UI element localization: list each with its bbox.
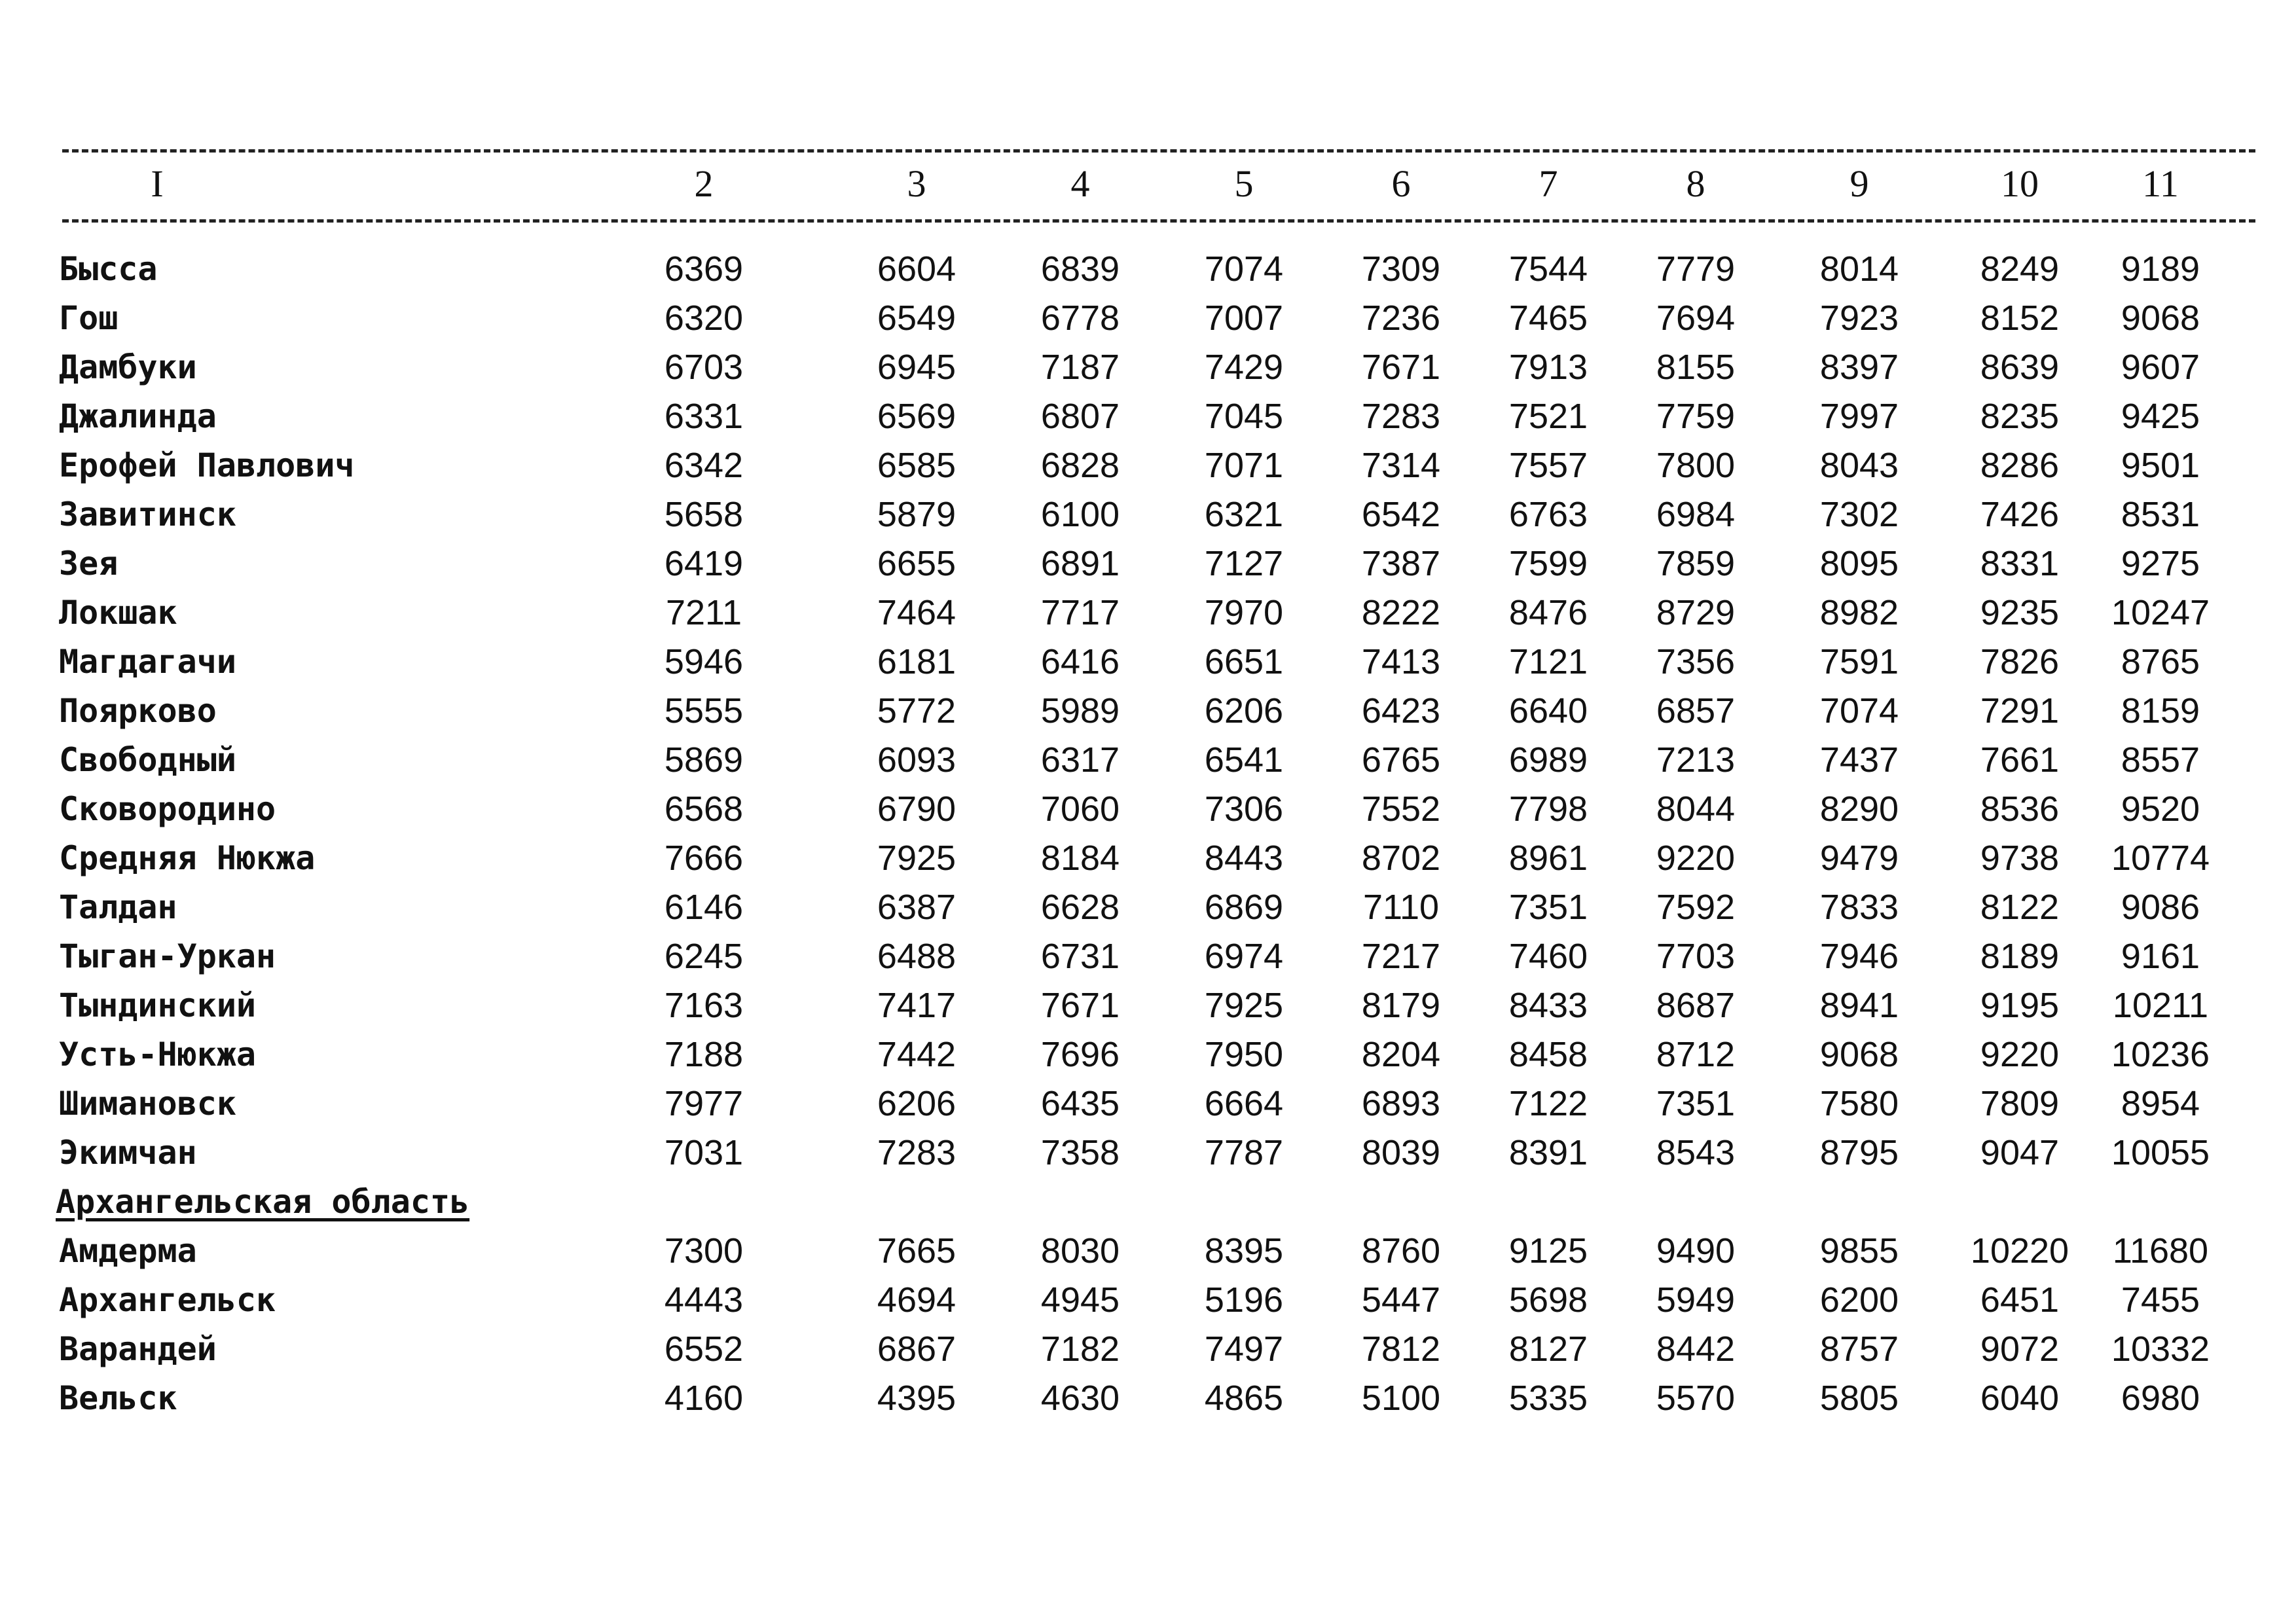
table-cell: 7800 xyxy=(1656,446,1736,485)
table-cell: 8286 xyxy=(1980,446,2060,485)
table-cell: 7591 xyxy=(1819,642,1899,681)
table-cell: 7031 xyxy=(664,1133,744,1172)
table-cell: 9607 xyxy=(2121,348,2200,387)
table-cell: 7552 xyxy=(1361,789,1441,829)
table-cell: 8543 xyxy=(1656,1133,1736,1172)
row-name: Магдагачи xyxy=(59,643,236,681)
row-name: Сковородино xyxy=(59,790,276,828)
column-header: I xyxy=(151,162,164,205)
table-cell: 8249 xyxy=(1980,249,2060,289)
table-cell: 5772 xyxy=(877,691,957,731)
table-cell: 8760 xyxy=(1361,1231,1441,1271)
table-cell: 7661 xyxy=(1980,740,2060,780)
table-cell: 4395 xyxy=(877,1379,957,1418)
table-row xyxy=(0,1276,2296,1324)
table-cell: 9068 xyxy=(2121,298,2200,338)
table-cell: 6980 xyxy=(2121,1379,2200,1418)
column-header: 2 xyxy=(694,162,714,205)
table-cell: 7217 xyxy=(1361,937,1441,976)
table-cell: 10055 xyxy=(2111,1133,2210,1172)
table-cell: 8222 xyxy=(1361,593,1441,632)
table-cell: 9220 xyxy=(1656,839,1736,878)
table-cell: 6778 xyxy=(1040,298,1120,338)
table-cell: 7121 xyxy=(1508,642,1588,681)
table-cell: 9520 xyxy=(2121,789,2200,829)
table-cell: 7127 xyxy=(1204,544,1284,583)
table-cell: 6206 xyxy=(1204,691,1284,731)
table-cell: 8122 xyxy=(1980,888,2060,927)
table-cell: 4865 xyxy=(1204,1379,1284,1418)
table-cell: 9086 xyxy=(2121,888,2200,927)
table-cell: 8184 xyxy=(1040,839,1120,878)
row-name: Тыган-Уркан xyxy=(59,937,276,975)
table-row xyxy=(0,442,2296,489)
header-top-rule xyxy=(62,149,2255,153)
table-cell: 6100 xyxy=(1040,495,1120,534)
table-cell: 9161 xyxy=(2121,937,2200,976)
table-cell: 8179 xyxy=(1361,986,1441,1025)
table-cell: 7182 xyxy=(1040,1329,1120,1369)
table-cell: 5869 xyxy=(664,740,744,780)
table-cell: 6331 xyxy=(664,397,744,436)
row-name: Джалинда xyxy=(59,397,217,435)
table-cell: 6419 xyxy=(664,544,744,583)
table-cell: 7464 xyxy=(877,593,957,632)
table-cell: 10211 xyxy=(2112,986,2209,1025)
table-cell: 8729 xyxy=(1656,593,1736,632)
table-cell: 7110 xyxy=(1362,888,1440,927)
table-cell: 6604 xyxy=(877,249,957,289)
column-header: 4 xyxy=(1070,162,1090,205)
table-cell: 8954 xyxy=(2121,1084,2200,1123)
table-cell: 7666 xyxy=(664,839,744,878)
table-cell: 7291 xyxy=(1980,691,2060,731)
table-row xyxy=(0,835,2296,882)
table-cell: 11680 xyxy=(2112,1231,2209,1271)
table-cell: 6542 xyxy=(1361,495,1441,534)
table-cell: 7779 xyxy=(1656,249,1736,289)
table-row xyxy=(0,1326,2296,1373)
table-cell: 10774 xyxy=(2111,839,2210,878)
table-cell: 7703 xyxy=(1656,937,1736,976)
header-bottom-rule xyxy=(62,219,2255,223)
column-header: 6 xyxy=(1391,162,1411,205)
table-cell: 7997 xyxy=(1819,397,1899,436)
table-cell: 10247 xyxy=(2111,593,2210,632)
table-cell: 5555 xyxy=(664,691,744,731)
table-cell: 6317 xyxy=(1040,740,1120,780)
table-cell: 8043 xyxy=(1819,446,1899,485)
row-name: Шимановск xyxy=(59,1085,236,1123)
table-cell: 9855 xyxy=(1819,1231,1899,1271)
table-cell: 7413 xyxy=(1361,642,1441,681)
table-cell: 7417 xyxy=(877,986,957,1025)
table-cell: 7592 xyxy=(1656,888,1736,927)
table-cell: 7236 xyxy=(1361,298,1441,338)
row-name: Гош xyxy=(59,299,118,337)
row-name: Локшак xyxy=(59,594,177,632)
table-cell: 6423 xyxy=(1361,691,1441,731)
table-cell: 8152 xyxy=(1980,298,2060,338)
table-cell: 7060 xyxy=(1040,789,1120,829)
table-cell: 7426 xyxy=(1980,495,2060,534)
table-row xyxy=(0,1375,2296,1422)
table-cell: 6206 xyxy=(877,1084,957,1123)
table-cell: 9189 xyxy=(2121,249,2200,289)
table-cell: 8757 xyxy=(1819,1329,1899,1369)
table-cell: 8712 xyxy=(1656,1035,1736,1074)
table-cell: 8290 xyxy=(1819,789,1899,829)
table-cell: 8014 xyxy=(1819,249,1899,289)
table-row xyxy=(0,687,2296,734)
table-row xyxy=(0,982,2296,1029)
table-cell: 7812 xyxy=(1361,1329,1441,1369)
table-cell: 7925 xyxy=(1204,986,1284,1025)
table-cell: 6549 xyxy=(877,298,957,338)
section-title: Архангельская область xyxy=(56,1183,470,1221)
table-cell: 7442 xyxy=(877,1035,957,1074)
table-cell: 7665 xyxy=(877,1231,957,1271)
table-cell: 7694 xyxy=(1656,298,1736,338)
table-cell: 9047 xyxy=(1980,1133,2060,1172)
table-cell: 6552 xyxy=(664,1329,744,1369)
row-name: Ерофей Павлович xyxy=(59,446,355,484)
table-cell: 7358 xyxy=(1040,1133,1120,1172)
table-cell: 8433 xyxy=(1508,986,1588,1025)
table-cell: 8204 xyxy=(1361,1035,1441,1074)
table-cell: 7122 xyxy=(1508,1084,1588,1123)
table-cell: 6651 xyxy=(1204,642,1284,681)
table-cell: 8795 xyxy=(1819,1133,1899,1172)
table-cell: 7671 xyxy=(1040,986,1120,1025)
table-cell: 6828 xyxy=(1040,446,1120,485)
table-cell: 6245 xyxy=(664,937,744,976)
table-cell: 5946 xyxy=(664,642,744,681)
table-cell: 7074 xyxy=(1204,249,1284,289)
table-row xyxy=(0,638,2296,685)
table-cell: 5658 xyxy=(664,495,744,534)
table-cell: 6640 xyxy=(1508,691,1588,731)
table-cell: 8095 xyxy=(1819,544,1899,583)
table-cell: 8030 xyxy=(1040,1231,1120,1271)
table-cell: 6790 xyxy=(877,789,957,829)
table-cell: 6320 xyxy=(664,298,744,338)
table-cell: 6146 xyxy=(664,888,744,927)
row-name: Архангельск xyxy=(59,1281,276,1319)
table-cell: 7213 xyxy=(1656,740,1736,780)
table-cell: 6488 xyxy=(877,937,957,976)
table-cell: 8639 xyxy=(1980,348,2060,387)
table-cell: 6541 xyxy=(1204,740,1284,780)
table-cell: 8531 xyxy=(2121,495,2200,534)
table-cell: 6655 xyxy=(877,544,957,583)
table-cell: 6369 xyxy=(664,249,744,289)
table-cell: 6628 xyxy=(1040,888,1120,927)
column-header: 9 xyxy=(1850,162,1869,205)
table-cell: 6857 xyxy=(1656,691,1736,731)
table-cell: 8127 xyxy=(1508,1329,1588,1369)
table-cell: 5100 xyxy=(1361,1379,1441,1418)
table-cell: 6321 xyxy=(1204,495,1284,534)
table-cell: 6342 xyxy=(664,446,744,485)
table-cell: 7977 xyxy=(664,1084,744,1123)
table-cell: 6040 xyxy=(1980,1379,2060,1418)
table-cell: 8397 xyxy=(1819,348,1899,387)
table-cell: 5698 xyxy=(1508,1280,1588,1320)
table-cell: 8331 xyxy=(1980,544,2060,583)
table-cell: 6703 xyxy=(664,348,744,387)
table-cell: 7306 xyxy=(1204,789,1284,829)
table-row xyxy=(0,1031,2296,1078)
table-cell: 4630 xyxy=(1040,1379,1120,1418)
row-name: Бысса xyxy=(59,250,158,288)
row-name: Тындинский xyxy=(59,986,257,1024)
table-cell: 6891 xyxy=(1040,544,1120,583)
table-cell: 5805 xyxy=(1819,1379,1899,1418)
table-cell: 6387 xyxy=(877,888,957,927)
table-cell: 8395 xyxy=(1204,1231,1284,1271)
table-cell: 6569 xyxy=(877,397,957,436)
table-row xyxy=(0,736,2296,784)
row-name: Свободный xyxy=(59,741,236,779)
row-name: Усть-Нюкжа xyxy=(59,1036,257,1074)
table-row xyxy=(0,344,2296,391)
table-row xyxy=(0,393,2296,440)
table-cell: 7798 xyxy=(1508,789,1588,829)
table-cell: 9425 xyxy=(2121,397,2200,436)
table-cell: 6568 xyxy=(664,789,744,829)
table-cell: 7387 xyxy=(1361,544,1441,583)
row-name: Талдан xyxy=(59,888,177,926)
table-cell: 5989 xyxy=(1040,691,1120,731)
table-cell: 9738 xyxy=(1980,839,2060,878)
row-name: Завитинск xyxy=(59,496,236,533)
table-cell: 7309 xyxy=(1361,249,1441,289)
table-cell: 5196 xyxy=(1204,1280,1284,1320)
table-cell: 6807 xyxy=(1040,397,1120,436)
table-cell: 7859 xyxy=(1656,544,1736,583)
table-row xyxy=(0,1080,2296,1127)
table-cell: 6181 xyxy=(877,642,957,681)
table-cell: 8982 xyxy=(1819,593,1899,632)
table-cell: 6093 xyxy=(877,740,957,780)
table-cell: 10332 xyxy=(2111,1329,2210,1369)
table-cell: 7007 xyxy=(1204,298,1284,338)
table-cell: 8941 xyxy=(1819,986,1899,1025)
table-cell: 10236 xyxy=(2111,1035,2210,1074)
table-cell: 7465 xyxy=(1508,298,1588,338)
table-cell: 6416 xyxy=(1040,642,1120,681)
table-row xyxy=(0,245,2296,293)
table-cell: 7913 xyxy=(1508,348,1588,387)
table-cell: 7455 xyxy=(2121,1280,2200,1320)
table-cell: 7580 xyxy=(1819,1084,1899,1123)
table-cell: 7429 xyxy=(1204,348,1284,387)
table-cell: 8159 xyxy=(2121,691,2200,731)
table-row xyxy=(0,785,2296,833)
table-cell: 7437 xyxy=(1819,740,1899,780)
table-cell: 8044 xyxy=(1656,789,1736,829)
table-cell: 9501 xyxy=(2121,446,2200,485)
table-cell: 4160 xyxy=(664,1379,744,1418)
table-cell: 7521 xyxy=(1508,397,1588,436)
table-cell: 5949 xyxy=(1656,1280,1736,1320)
table-cell: 6984 xyxy=(1656,495,1736,534)
table-cell: 7283 xyxy=(1361,397,1441,436)
table-cell: 6731 xyxy=(1040,937,1120,976)
table-cell: 4945 xyxy=(1040,1280,1120,1320)
table-cell: 7302 xyxy=(1819,495,1899,534)
table-cell: 7460 xyxy=(1508,937,1588,976)
table-cell: 9479 xyxy=(1819,839,1899,878)
table-cell: 7163 xyxy=(664,986,744,1025)
table-row xyxy=(0,933,2296,980)
table-row xyxy=(0,491,2296,538)
table-cell: 7188 xyxy=(664,1035,744,1074)
table-cell: 8702 xyxy=(1361,839,1441,878)
table-cell: 7833 xyxy=(1819,888,1899,927)
table-cell: 7300 xyxy=(664,1231,744,1271)
table-cell: 7074 xyxy=(1819,691,1899,731)
table-row xyxy=(0,295,2296,342)
row-name: Зея xyxy=(59,545,118,583)
row-name: Экимчан xyxy=(59,1134,197,1172)
table-cell: 8687 xyxy=(1656,986,1736,1025)
table-cell: 7599 xyxy=(1508,544,1588,583)
table-cell: 6867 xyxy=(877,1329,957,1369)
table-cell: 7071 xyxy=(1204,446,1284,485)
column-header: 5 xyxy=(1234,162,1254,205)
table-cell: 6200 xyxy=(1819,1280,1899,1320)
table-cell: 9220 xyxy=(1980,1035,2060,1074)
table-cell: 6451 xyxy=(1980,1280,2060,1320)
table-row xyxy=(0,1227,2296,1274)
column-header: 10 xyxy=(2001,162,2039,205)
table-cell: 8189 xyxy=(1980,937,2060,976)
table-cell: 9068 xyxy=(1819,1035,1899,1074)
table-cell: 7211 xyxy=(665,593,742,632)
table-cell: 8961 xyxy=(1508,839,1588,878)
table-cell: 8765 xyxy=(2121,642,2200,681)
row-name: Средняя Нюкжа xyxy=(59,839,316,877)
table-cell: 7283 xyxy=(877,1133,957,1172)
table-row xyxy=(0,1129,2296,1176)
table-cell: 6585 xyxy=(877,446,957,485)
column-header: 8 xyxy=(1686,162,1705,205)
table-cell: 9490 xyxy=(1656,1231,1736,1271)
table-cell: 7923 xyxy=(1819,298,1899,338)
row-name: Варандей xyxy=(59,1330,217,1368)
table-cell: 6839 xyxy=(1040,249,1120,289)
table-cell: 6763 xyxy=(1508,495,1588,534)
table-cell: 7557 xyxy=(1508,446,1588,485)
table-cell: 6664 xyxy=(1204,1084,1284,1123)
table-cell: 7314 xyxy=(1361,446,1441,485)
table-cell: 9125 xyxy=(1508,1231,1588,1271)
table-cell: 7759 xyxy=(1656,397,1736,436)
table-cell: 8557 xyxy=(2121,740,2200,780)
table-cell: 7925 xyxy=(877,839,957,878)
table-cell: 8458 xyxy=(1508,1035,1588,1074)
table-row xyxy=(0,589,2296,636)
table-cell: 4443 xyxy=(664,1280,744,1320)
table-cell: 7351 xyxy=(1656,1084,1736,1123)
table-cell: 7946 xyxy=(1819,937,1899,976)
row-name: Амдерма xyxy=(59,1232,197,1270)
table-cell: 6435 xyxy=(1040,1084,1120,1123)
table-cell: 7809 xyxy=(1980,1084,2060,1123)
table-cell: 5335 xyxy=(1508,1379,1588,1418)
table-cell: 7717 xyxy=(1040,593,1120,632)
table-cell: 9235 xyxy=(1980,593,2060,632)
table-cell: 8155 xyxy=(1656,348,1736,387)
row-name: Поярково xyxy=(59,692,217,730)
table-cell: 6974 xyxy=(1204,937,1284,976)
column-header-row xyxy=(0,160,2296,208)
table-cell: 8536 xyxy=(1980,789,2060,829)
column-header: 3 xyxy=(907,162,926,205)
table-cell: 8443 xyxy=(1204,839,1284,878)
table-cell: 7826 xyxy=(1980,642,2060,681)
table-cell: 8235 xyxy=(1980,397,2060,436)
table-cell: 9072 xyxy=(1980,1329,2060,1369)
table-cell: 5570 xyxy=(1656,1379,1736,1418)
table-cell: 7497 xyxy=(1204,1329,1284,1369)
table-cell: 8476 xyxy=(1508,593,1588,632)
table-cell: 6765 xyxy=(1361,740,1441,780)
column-header: 7 xyxy=(1539,162,1558,205)
table-cell: 6945 xyxy=(877,348,957,387)
table-cell: 9195 xyxy=(1980,986,2060,1025)
table-cell: 6989 xyxy=(1508,740,1588,780)
table-cell: 8039 xyxy=(1361,1133,1441,1172)
table-cell: 7671 xyxy=(1361,348,1441,387)
table-cell: 7787 xyxy=(1204,1133,1284,1172)
table-cell: 4694 xyxy=(877,1280,957,1320)
table-cell: 6869 xyxy=(1204,888,1284,927)
table-cell: 7696 xyxy=(1040,1035,1120,1074)
table-cell: 7544 xyxy=(1508,249,1588,289)
table-row xyxy=(0,540,2296,587)
row-name: Дамбуки xyxy=(59,348,197,386)
table-cell: 6893 xyxy=(1361,1084,1441,1123)
table-cell: 7351 xyxy=(1508,888,1588,927)
row-name: Вельск xyxy=(59,1379,177,1417)
table-cell: 7970 xyxy=(1204,593,1284,632)
table-cell: 7187 xyxy=(1040,348,1120,387)
table-cell: 5879 xyxy=(877,495,957,534)
table-cell: 9275 xyxy=(2121,544,2200,583)
table-cell: 7045 xyxy=(1204,397,1284,436)
table-cell: 8391 xyxy=(1508,1133,1588,1172)
table-cell: 5447 xyxy=(1361,1280,1441,1320)
table-cell: 10220 xyxy=(1970,1231,2069,1271)
column-header: 11 xyxy=(2142,162,2179,205)
table-cell: 8442 xyxy=(1656,1329,1736,1369)
table-cell: 7950 xyxy=(1204,1035,1284,1074)
table-row xyxy=(0,884,2296,931)
table-cell: 7356 xyxy=(1656,642,1736,681)
